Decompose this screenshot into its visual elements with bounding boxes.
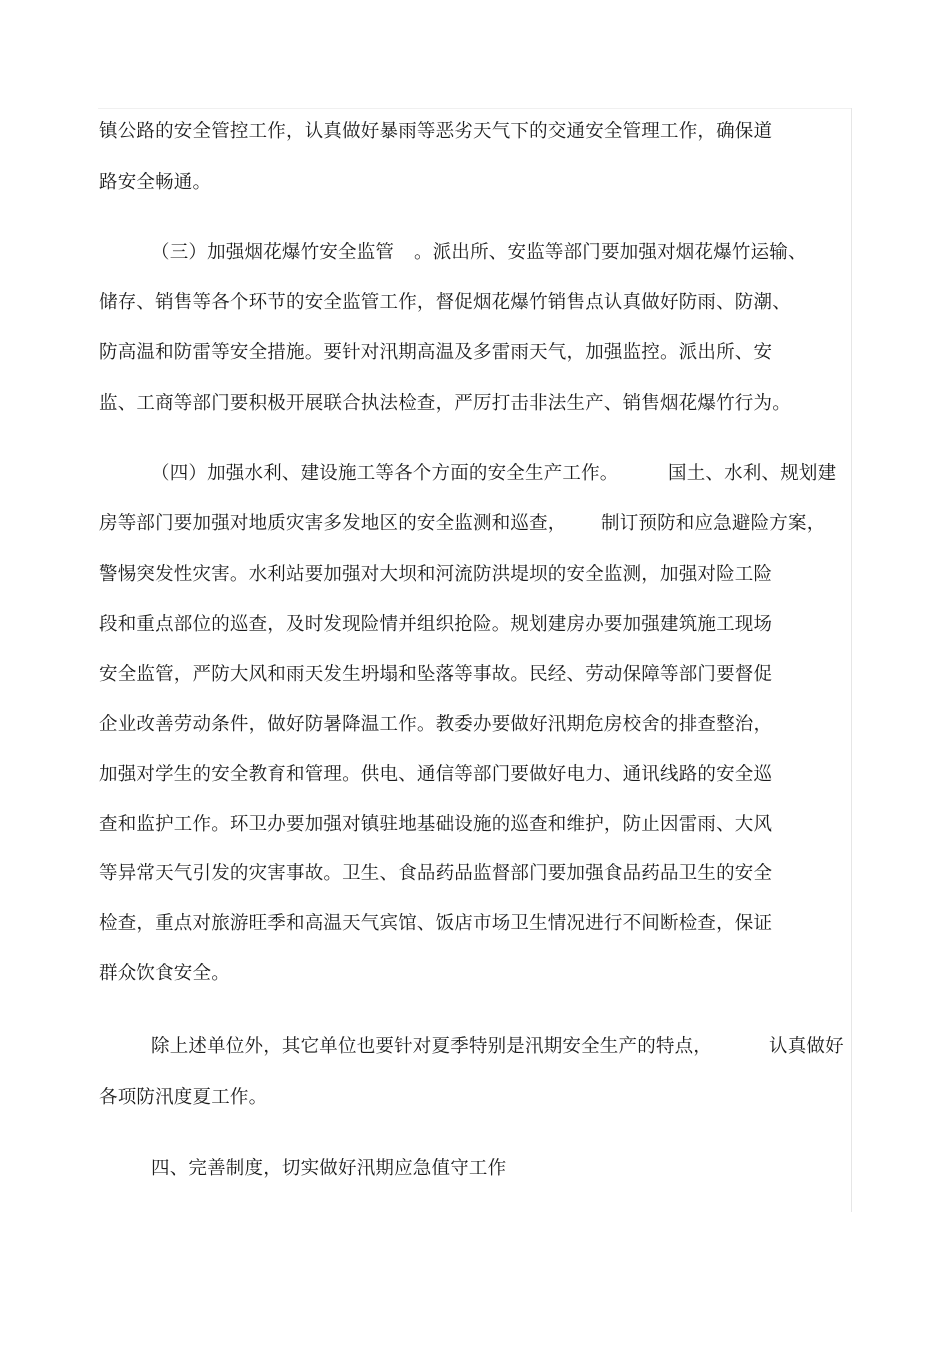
text-line: 加强对学生的安全教育和管理。供电、通信等部门要做好电力、通讯线路的安全巡 — [99, 764, 773, 785]
text-line: 国土、水利、规划建 — [668, 463, 837, 484]
text-line: 检查，重点对旅游旺季和高温天气宾馆、饭店市场卫生情况进行不间断检查，保证 — [99, 913, 773, 934]
text-line: 镇公路的安全管控工作，认真做好暴雨等恶劣天气下的交通安全管理工作，确保道 — [99, 121, 773, 142]
text-line: 安全监管，严防大风和雨天发生坍塌和坠落等事故。民经、劳动保障等部门要督促 — [99, 664, 773, 685]
text-line: 房等部门要加强对地质灾害多发地区的安全监测和巡查， — [99, 513, 567, 534]
text-line: 认真做好 — [769, 1036, 844, 1057]
text-line: 等异常天气引发的灾害事故。卫生、食品药品监督部门要加强食品药品卫生的安全 — [99, 863, 773, 884]
page-top-border — [98, 108, 852, 109]
page-right-border — [851, 108, 852, 1212]
text-line: 各项防汛度夏工作。 — [99, 1087, 268, 1108]
text-line: 群众饮食安全。 — [99, 963, 230, 984]
text-line: 制订预防和应急避险方案， — [601, 513, 826, 534]
text-line: 监、工商等部门要积极开展联合执法检查，严厉打击非法生产、销售烟花爆竹行为。 — [99, 393, 791, 414]
text-line: 企业改善劳动条件，做好防暑降温工作。教委办要做好汛期危房校舍的排查整治， — [99, 714, 773, 735]
text-line: （三）加强烟花爆竹安全监管 — [151, 242, 395, 263]
text-line: 查和监护工作。环卫办要加强对镇驻地基础设施的巡查和维护，防止因雷雨、大风 — [99, 814, 773, 835]
text-line: 防高温和防雷等安全措施。要针对汛期高温及多雷雨天气，加强监控。派出所、安 — [99, 342, 773, 363]
text-line: 储存、销售等各个环节的安全监管工作，督促烟花爆竹销售点认真做好防雨、防潮、 — [99, 292, 791, 313]
text-line: （四）加强水利、建设施工等各个方面的安全生产工作。 — [151, 463, 619, 484]
text-line: 段和重点部位的巡查，及时发现险情并组织抢险。规划建房办要加强建筑施工现场 — [99, 614, 773, 635]
text-line: 路安全畅通。 — [99, 172, 212, 193]
section-heading: 四、完善制度，切实做好汛期应急值守工作 — [151, 1158, 507, 1179]
text-line: 除上述单位外，其它单位也要针对夏季特别是汛期安全生产的特点， — [151, 1036, 713, 1057]
text-line: 。派出所、安监等部门要加强对烟花爆竹运输、 — [414, 242, 807, 263]
text-line: 警惕突发性灾害。水利站要加强对大坝和河流防洪堤坝的安全监测，加强对险工险 — [99, 564, 773, 585]
